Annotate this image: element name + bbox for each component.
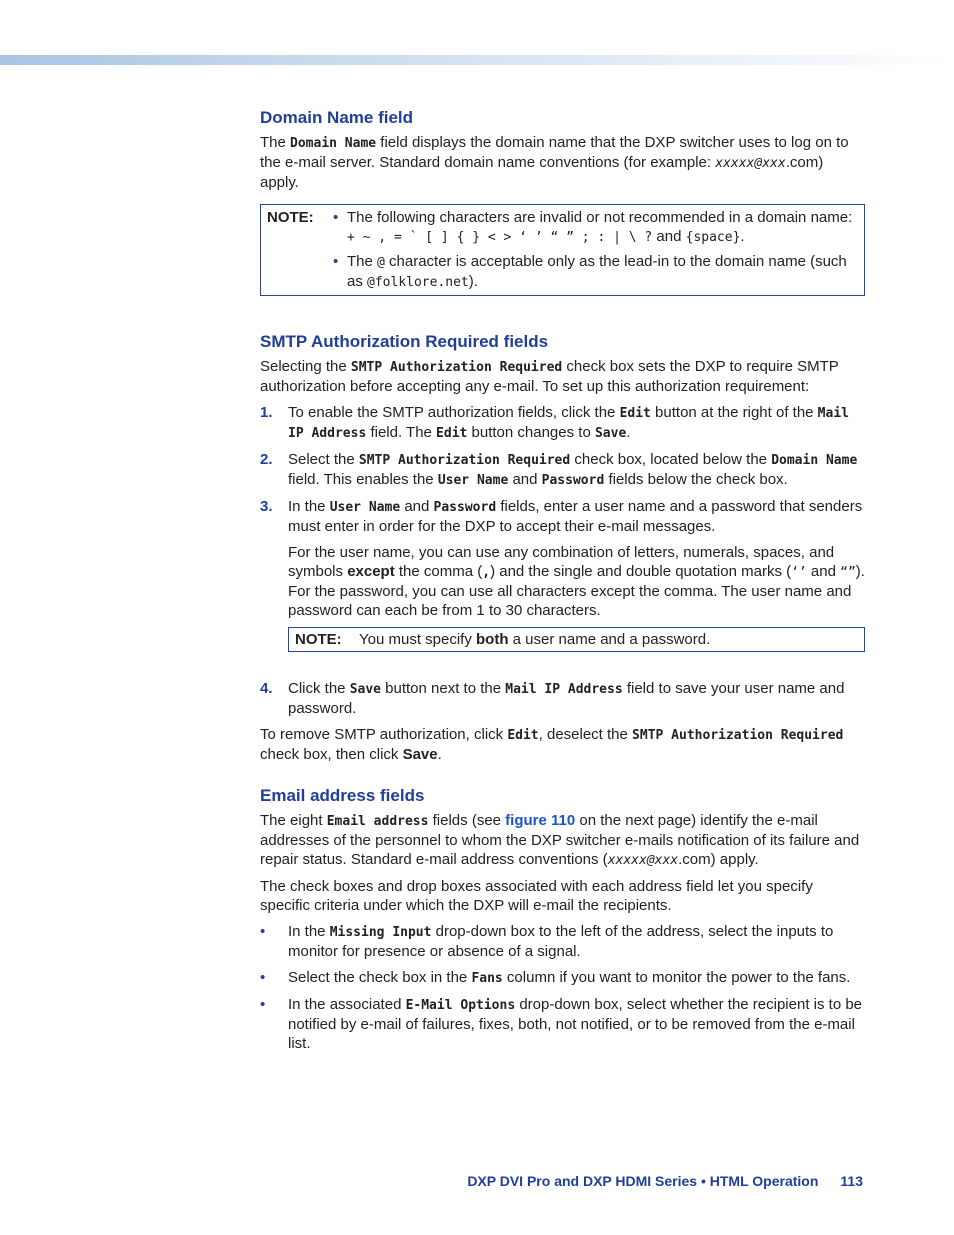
page-number: 113: [840, 1173, 863, 1189]
credentials-note-box: NOTE: You must specify both a user name and a password.: [288, 627, 865, 652]
email-heading: Email address fields: [260, 786, 425, 805]
remove-smtp-paragraph: To remove SMTP authorization, click Edit, deselect the SMTP Authorization Required check box, then click Save.: [260, 726, 844, 763]
list-item: 2. Select the SMTP Authorization Required check box, located below the Domain Name field. This enables the User Name and Password fields below the check box.: [260, 451, 858, 488]
list-item: 3. In the User Name and Password fields, enter a user name and a password that senders must enter in order for the DXP to accept their e-mail messages. For the user name, you can use any combination of letters, numerals, spaces, and symbols except the comma (,) and the single and double quotation marks (‘’ and “”). For the password, you can use all characters except the comma. The user name and password can each be from 1 to 30 characters. NOTE: You must specify both a user name and a password.: [260, 497, 865, 672]
bullet-icon: •: [260, 969, 266, 986]
email-paragraph-1: The eight Email address fields (see figure 110 on the next page) identify the e-mail addresses of the personnel to whom the DXP switcher e-mails notification of its failure and repair status. Standard e-mail address conventions (xxxxx@xxx.com) apply.: [260, 812, 860, 868]
smtp-heading: SMTP Authorization Required fields: [260, 332, 549, 351]
bullet-icon: •: [333, 209, 339, 226]
list-item: • In the Missing Input drop-down box to the left of the address, select the inputs to monitor for presence or absence of a signal.: [260, 923, 834, 960]
bullet-icon: •: [333, 253, 339, 270]
page-footer: [467, 1173, 863, 1189]
list-item: • In the associated E-Mail Options drop-down box, select whether the recipient is to be notified by e-mail of failures, fixes, both, not notified, or to be removed from the e-mail list.: [260, 996, 863, 1052]
note-item: • The following characters are invalid or not recommended in a domain name: + ~ , = ` [ ] { } < > ‘ ’ “ ” ; : | \ ? and {space}.: [333, 209, 853, 245]
domain-name-paragraph: The Domain Name field displays the domain name that the DXP switcher uses to log on to the e-mail server. Standard domain name conventions (for example: xxxxx@xxx.com) apply.: [260, 134, 849, 191]
smtp-intro: Selecting the SMTP Authorization Required check box sets the DXP to require SMTP authorization before accepting any e-mail. To set up this authorization requirement:: [260, 358, 839, 395]
footer-title: DXP DVI Pro and DXP HDMI Series • HTML Operation: [467, 1173, 819, 1189]
header-gradient-bar: [0, 55, 954, 65]
bullet-icon: •: [260, 923, 266, 940]
domain-name-heading: Domain Name field: [260, 108, 414, 127]
figure-link[interactable]: figure 110: [505, 812, 576, 829]
domain-note-box: [260, 204, 865, 296]
list-item: • Select the check box in the Fans column if you want to monitor the power to the fans.: [260, 969, 851, 986]
note-item: • The @ character is acceptable only as the lead-in to the domain name (such as @folklore.net).: [333, 253, 847, 290]
page-content: [260, 108, 865, 1060]
list-item: 1. To enable the SMTP authorization fields, click the Edit button at the right of the Mail IP Address field. The Edit button changes to Save.: [260, 404, 849, 441]
list-item: 4. Click the Save button next to the Mail IP Address field to save your user name and password.: [260, 680, 845, 717]
email-paragraph-2: The check boxes and drop boxes associated with each address field let you specify specific criteria under which the DXP will e-mail the recipients.: [260, 878, 813, 914]
bullet-icon: •: [260, 996, 266, 1013]
note-label: NOTE:: [267, 209, 314, 226]
note-body: [327, 208, 856, 292]
